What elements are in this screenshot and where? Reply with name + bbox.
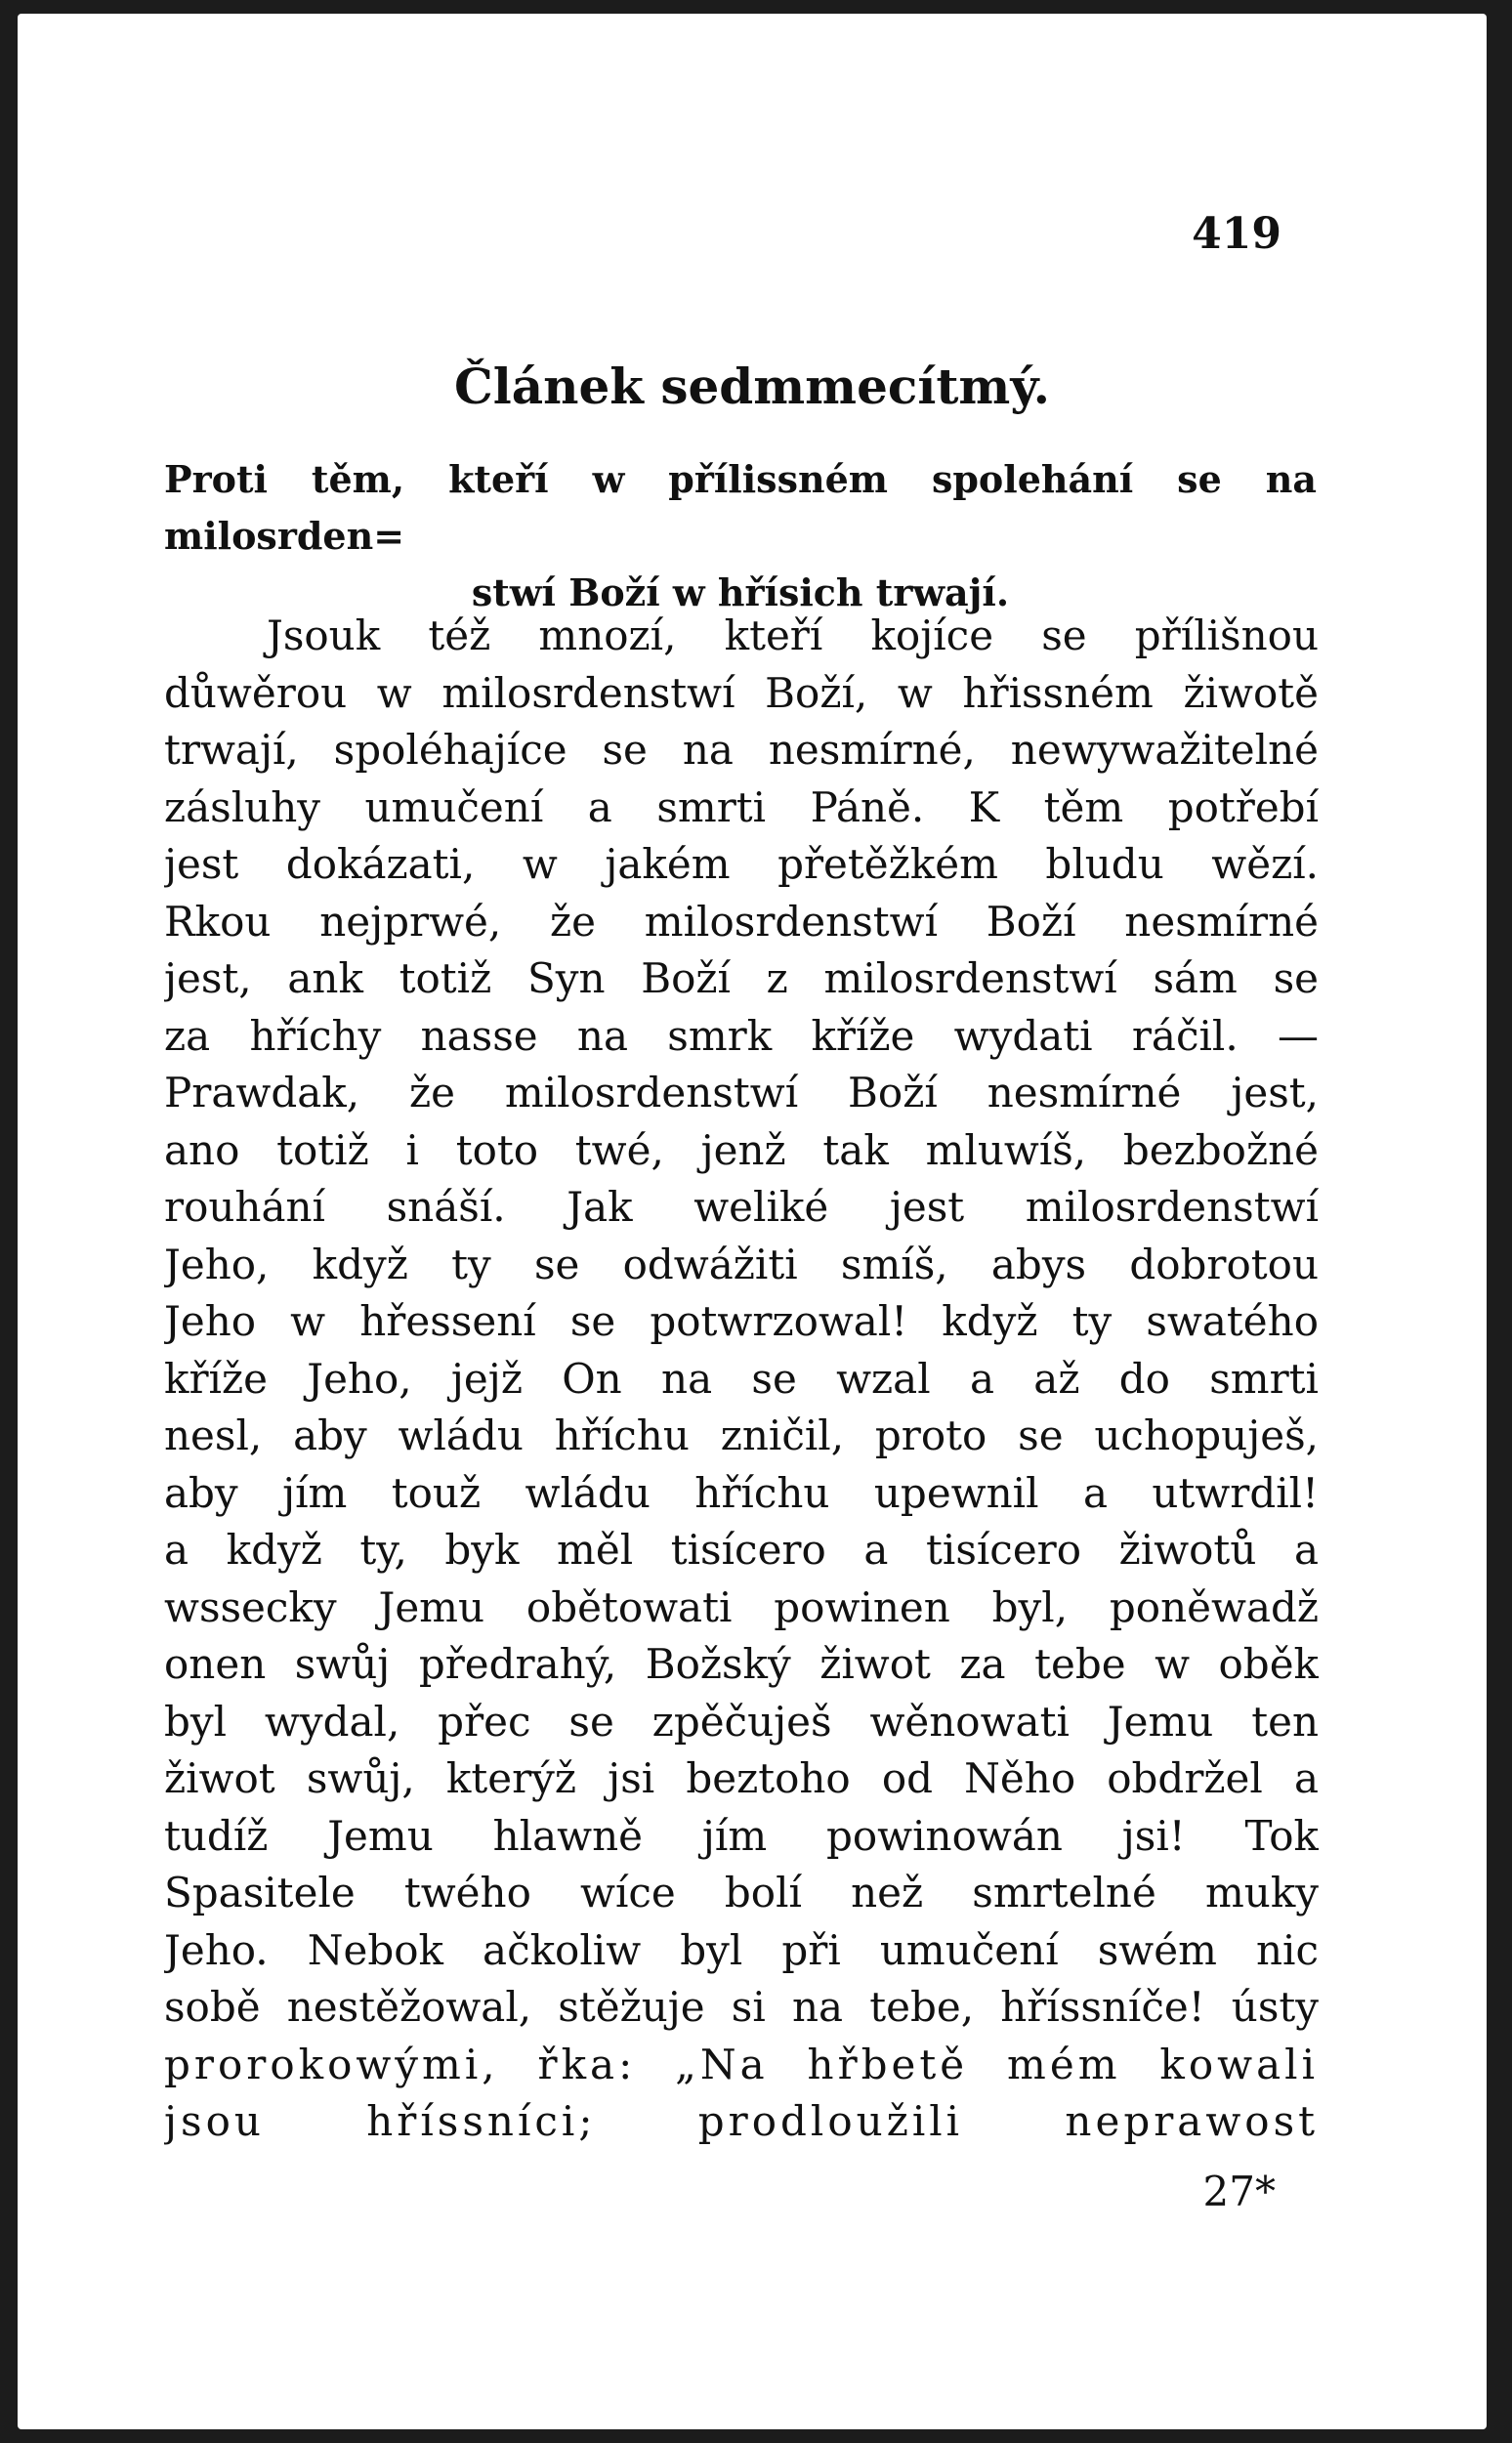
body-line: nesl, aby wládu hříchu zničil, proto se uchopuješ,	[164, 1411, 1319, 1459]
body-text	[164, 608, 1319, 2151]
body-line: tudíž Jemu hlawně jím powinowán jsi! Tok	[164, 1811, 1319, 1860]
body-line: kříže Jeho, jejž On na se wzal a až do smrti	[164, 1354, 1319, 1403]
body-line: byl wydal, přec se zpěčuješ wěnowati Jemu ten	[164, 1697, 1319, 1746]
body-line: sobě nestěžowal, stěžuje si na tebe, hříssníče! ústy	[164, 1983, 1319, 2031]
signature-mark: 27*	[1202, 2168, 1276, 2215]
article-title: Článek sedmmecítmý.	[453, 358, 1051, 415]
body-line: wssecky Jemu obětowati powinen byl, poněwadž	[164, 1582, 1319, 1631]
body-line: trwají, spoléhajíce se na nesmírné, newywažitelné	[164, 726, 1319, 774]
body-line: důwěrou w milosrdenstwí Boží, w hřissném žiwotě	[164, 668, 1319, 717]
body-line: Jeho. Nebok ačkoliw byl při umučení swém nic	[164, 1925, 1319, 1974]
body-line: jest, ank totiž Syn Boží z milosrdenstwí sám se	[164, 954, 1319, 1002]
body-line: a když ty, byk měl tisícero a tisícero žiwotů a	[164, 1526, 1319, 1574]
body-line: Spasitele twého wíce bolí než smrtelné muky	[164, 1869, 1319, 1916]
body-line: Rkou nejprwé, že milosrdenstwí Boží nesmírné	[164, 897, 1319, 946]
body-line: Jeho w hřessení se potwrzowal! když ty swatého	[164, 1297, 1319, 1345]
body-line: ano totiž i toto twé, jenž tak mluwíš, bezbožné	[164, 1125, 1319, 1174]
body-line: aby jím touž wládu hříchu upewnil a utwrdil!	[164, 1468, 1319, 1517]
body-line: Jeho, když ty se odwážiti smíš, abys dobrotou	[164, 1240, 1319, 1288]
body-line: za hříchy nasse na smrk kříže wydati ráčil. —	[164, 1011, 1319, 1060]
page-number: 419	[1192, 209, 1281, 259]
body-line: jest dokázati, w jakém přetěžkém bludu wězí.	[164, 840, 1319, 888]
subtitle-line: Proti těm, kteří w přílissném spolehání se na milosrden=	[164, 457, 1317, 558]
body-line: Prawdak, že milosrdenstwí Boží nesmírné jest,	[164, 1069, 1319, 1116]
body-line: zásluhy umučení a smrti Páně. K těm potřebí	[164, 782, 1319, 831]
body-line: žiwot swůj, kterýž jsi beztoho od Něho obdržel a	[164, 1754, 1319, 1802]
body-line: prorokowými, řka: „Na hřbetě mém kowali	[164, 2040, 1319, 2088]
body-line: rouhání snáší. Jak weliké jest milosrdenstwí	[164, 1183, 1319, 1231]
subtitle-line: stwí Boží w hřísich trwají.	[471, 570, 1010, 614]
body-line: onen swůj předrahý, Božský žiwot za tebe w oběk	[164, 1640, 1319, 1688]
body-line: jsou hříssníci; prodloužili neprawost	[164, 2097, 1319, 2145]
article-subtitle	[164, 451, 1317, 621]
book-page	[18, 14, 1487, 2429]
body-line: Jsouk též mnozí, kteří kojíce se přílišnou	[267, 611, 1319, 659]
